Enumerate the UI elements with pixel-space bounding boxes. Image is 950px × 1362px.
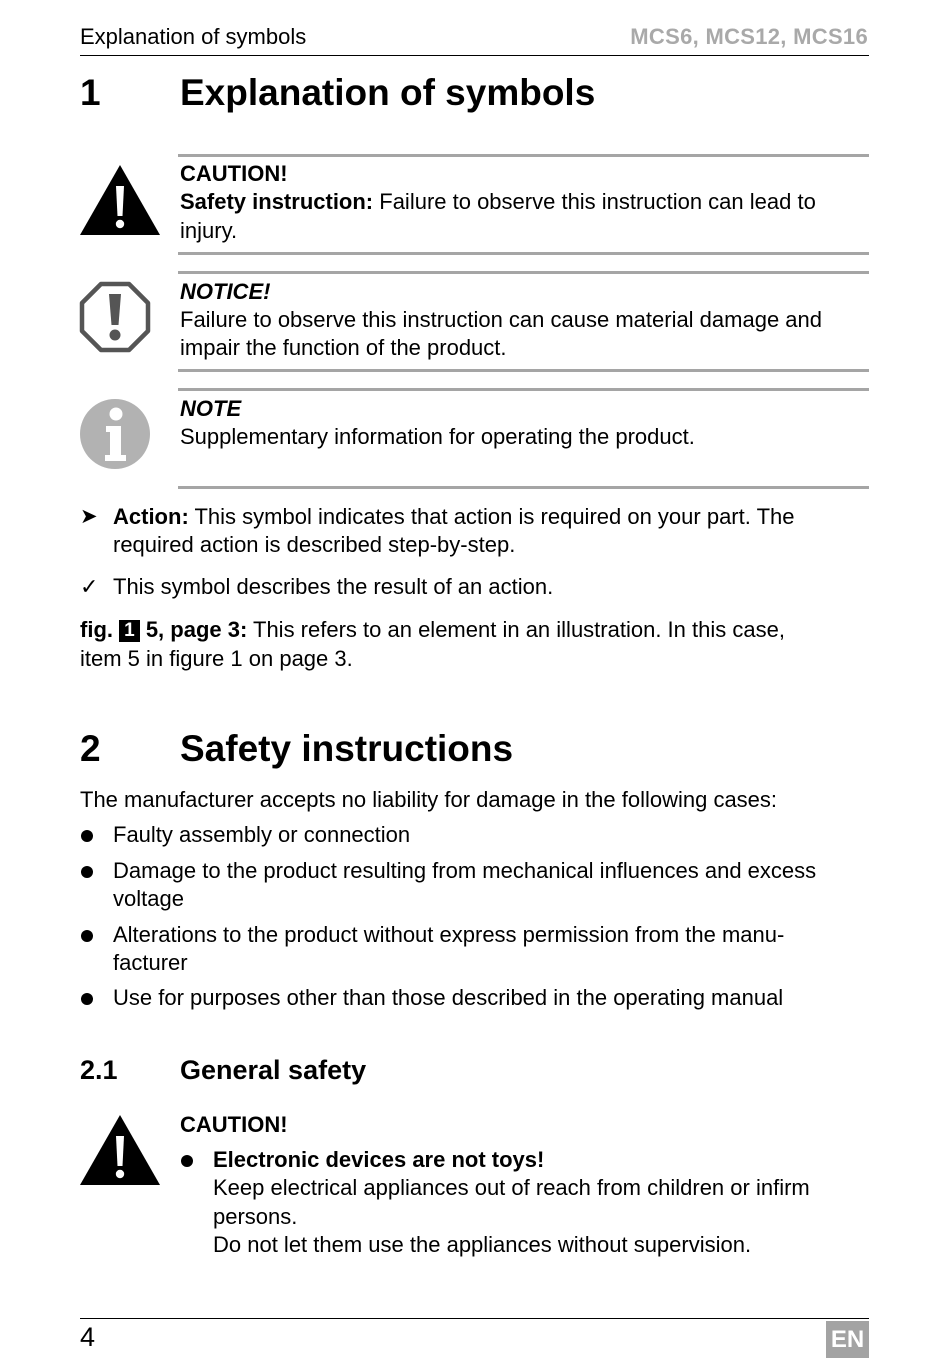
caution-line-1 [180, 188, 816, 217]
note-bottom-rule [178, 486, 869, 489]
bullet-dot [81, 830, 93, 842]
note-line-1: Supplementary information for operating the product. [180, 424, 695, 449]
info-circle-icon [79, 398, 151, 470]
page-number: 4 [80, 1322, 96, 1352]
action-text-1: This symbol indicates that action is required on your part. The [188, 504, 795, 529]
general-caution-line-1: Keep electrical appliances out of reach from children or infirm [213, 1175, 810, 1200]
figure-number-box: 1 [119, 620, 140, 642]
notice-line-1: Failure to observe this instruction can cause material damage and [180, 307, 823, 332]
figref-text-1: This refers to an element in an illustration. In this case, [247, 617, 785, 642]
general-caution-line-3: Do not let them use the appliances without supervision. [213, 1232, 752, 1257]
bullet-dot [81, 930, 93, 942]
general-caution-line-2: persons. [213, 1204, 298, 1229]
footer-rule [80, 1318, 869, 1319]
section-2-title: Safety instructions [180, 728, 514, 769]
section-1-title: Explanation of symbols [180, 72, 596, 113]
caution-lead: Safety instruction: [180, 189, 374, 214]
list-item-2-line-1: Damage to the product resulting from mechanical influences and excess [113, 858, 817, 883]
notice-bottom-rule [178, 369, 869, 372]
bullet-dot [181, 1155, 193, 1167]
notice-top-rule [178, 271, 869, 274]
action-line-1 [113, 503, 795, 532]
list-item-1: Faulty assembly or connection [113, 822, 411, 847]
section-2-1-number: 2.1 [80, 1055, 118, 1085]
notice-line-2: impair the function of the product. [180, 335, 507, 360]
section-1-number: 1 [80, 72, 101, 113]
action-line-2: required action is described step-by-step. [113, 532, 516, 557]
section-2-number: 2 [80, 728, 101, 769]
arrow-right-icon: ➤ [80, 505, 98, 528]
caution-line-2: injury. [180, 218, 238, 243]
notice-heading: NOTICE! [180, 279, 271, 304]
general-caution-heading: CAUTION! [180, 1112, 288, 1137]
figref-line-1 [80, 616, 785, 645]
bullet-dot [81, 866, 93, 878]
warning-triangle-icon [79, 1114, 161, 1186]
section-2-intro: The manufacturer accepts no liability for damage in the following cases: [80, 787, 778, 812]
list-item-3-line-1: Alterations to the product without express permission from the manu- [113, 922, 785, 947]
running-header-title: Explanation of symbols [80, 24, 307, 49]
caution-heading: CAUTION! [180, 161, 288, 186]
bullet-dot [81, 993, 93, 1005]
exclamation-octagon-icon [79, 281, 151, 353]
language-badge: EN [826, 1321, 869, 1358]
caution-top-rule [178, 154, 869, 157]
section-2-1-title: General safety [180, 1055, 367, 1085]
figref-lead: fig. [80, 617, 113, 642]
figref-ref: 5, page 3: [139, 617, 248, 642]
general-caution-bullet-lead: Electronic devices are not toys! [213, 1147, 545, 1172]
result-text: This symbol describes the result of an action. [113, 574, 554, 599]
caution-text-1: Failure to observe this instruction can lead to [373, 189, 816, 214]
action-lead: Action: [113, 504, 189, 529]
checkmark-icon: ✓ [80, 574, 99, 599]
list-item-2-line-2: voltage [113, 886, 184, 911]
caution-bottom-rule [178, 252, 869, 255]
warning-triangle-icon [79, 164, 161, 236]
note-top-rule [178, 388, 869, 391]
header-rule [80, 55, 869, 56]
list-item-3-line-2: facturer [113, 950, 188, 975]
note-heading: NOTE [180, 396, 242, 421]
list-item-4: Use for purposes other than those described in the operating manual [113, 985, 784, 1010]
figref-line-2: item 5 in figure 1 on page 3. [80, 646, 353, 671]
running-header-models: MCS6, MCS12, MCS16 [630, 24, 868, 49]
